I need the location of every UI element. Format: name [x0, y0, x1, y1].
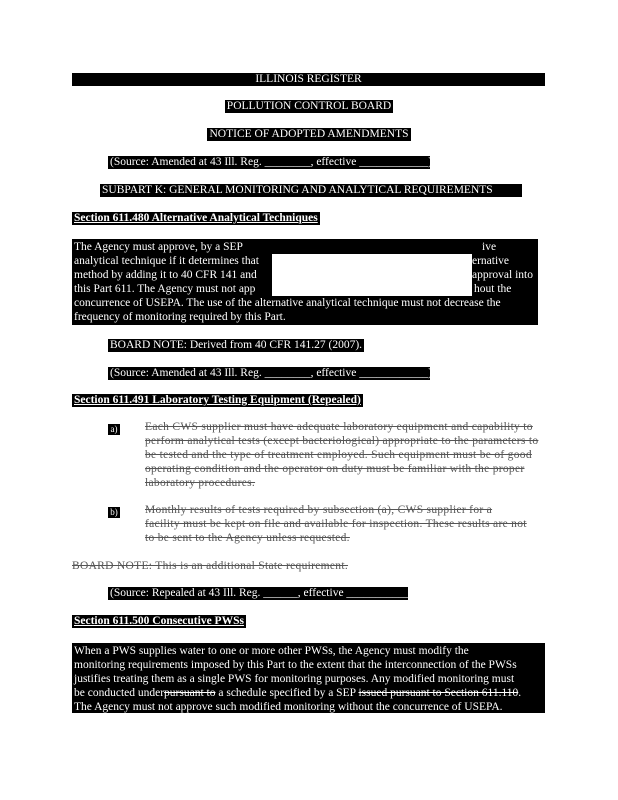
- sec500-line-4a: be conducted under: [74, 687, 165, 699]
- item-b-line-1: Monthly results of tests required by subsection (a), CWS supplier for a: [145, 504, 493, 516]
- sec500-line-3: justifies treating them as a single PWS for monitoring purposes. Any modified monitoring must: [74, 673, 515, 685]
- sec480-board-note: BOARD NOTE: Derived from 40 CFR 141.27 (2007).: [110, 339, 363, 351]
- register-title: ILLINOIS REGISTER: [255, 73, 362, 85]
- item-a-line-1: Each CWS supplier must have adequate laboratory equipment and capability to: [145, 421, 533, 433]
- sec500-line-4b: pursuant to: [164, 687, 216, 699]
- section-491-title: Section 611.491 Laboratory Testing Equipment (Repealed): [74, 394, 361, 406]
- sec480-line-4: this Part 611. The Agency must not app: [74, 283, 256, 295]
- item-a-line-5: laboratory procedures.: [145, 477, 256, 489]
- subpart-heading: SUBPART K: GENERAL MONITORING AND ANALYTICAL REQUIREMENTS: [100, 184, 522, 197]
- section-480-title: Section 611.480 Alternative Analytical Techniques: [74, 212, 318, 224]
- sec500-line-4: [74, 686, 521, 700]
- sec500-line-1: When a PWS supplies water to one or more other PWSs, the Agency must modify the: [74, 645, 469, 657]
- sec500-line-4d: issued pursuant to Section 611.110: [358, 687, 519, 699]
- board-title: [0, 100, 618, 113]
- sec480-frag-1: ive: [482, 241, 497, 253]
- sec500-line-5: The Agency must not approve such modified monitoring without the concurrence of USEPA.: [74, 701, 503, 713]
- item-a-line-4: operating condition and the operator on duty must be familiar with the proper: [145, 463, 525, 475]
- sec480-frag-3: approval into: [472, 269, 533, 281]
- section-500-title: Section 611.500 Consecutive PWSs: [74, 615, 244, 627]
- item-b-line-3: to be sent to the Agency unless requested.: [145, 532, 350, 544]
- sec480-line-6: frequency of monitoring required by this Part.: [74, 311, 286, 323]
- sec480-frag-2: ernative: [472, 255, 510, 267]
- redaction-white-area: [272, 254, 472, 296]
- notice-title-text: NOTICE OF ADOPTED AMENDMENTS: [209, 128, 409, 140]
- sec480-frag-4: hout the: [474, 283, 512, 295]
- sec500-line-4e: .: [518, 687, 522, 699]
- item-a-marker: a): [108, 424, 120, 435]
- item-a-line-2: perform analytical tests (except bacteriological) appropriate to the parameters to: [145, 435, 539, 447]
- notice-title: [0, 128, 618, 141]
- sec491-board-note: BOARD NOTE: This is an additional State requirement.: [72, 560, 349, 572]
- sec491-source: (Source: Repealed at 43 Ill. Reg. ______, effective ____________): [110, 587, 420, 599]
- sec480-line-2: analytical technique if it determines that: [74, 255, 259, 267]
- item-a-line-3: be tested and the type of treatment employed. Such equipment must be of good: [145, 449, 532, 461]
- redaction-block: [259, 240, 477, 250]
- register-header-bar: [72, 73, 545, 86]
- sec480-line-3: method by adding it to 40 CFR 141 and: [74, 269, 257, 281]
- section-480-body: [72, 239, 538, 325]
- source-line-1: (Source: Amended at 43 Ill. Reg. ________, effective ____________): [110, 156, 433, 168]
- sec480-line-1: The Agency must approve, by a SEP: [74, 241, 243, 253]
- sec500-line-2: monitoring requirements imposed by this Part to the extent that the interconnection of the PWSs: [74, 659, 517, 671]
- item-b-line-2: facility must be kept on file and available for inspection. These results are not: [145, 518, 527, 530]
- sec500-line-4c: a schedule specified by a SEP: [215, 687, 359, 699]
- item-b-marker: b): [108, 507, 120, 518]
- sec480-source: (Source: Amended at 43 Ill. Reg. ________, effective ____________): [110, 367, 433, 379]
- board-title-text: POLLUTION CONTROL BOARD: [226, 100, 392, 112]
- section-500-body: [72, 643, 545, 713]
- sec480-line-5: concurrence of USEPA. The use of the alternative analytical technique must not decrease the: [74, 297, 501, 309]
